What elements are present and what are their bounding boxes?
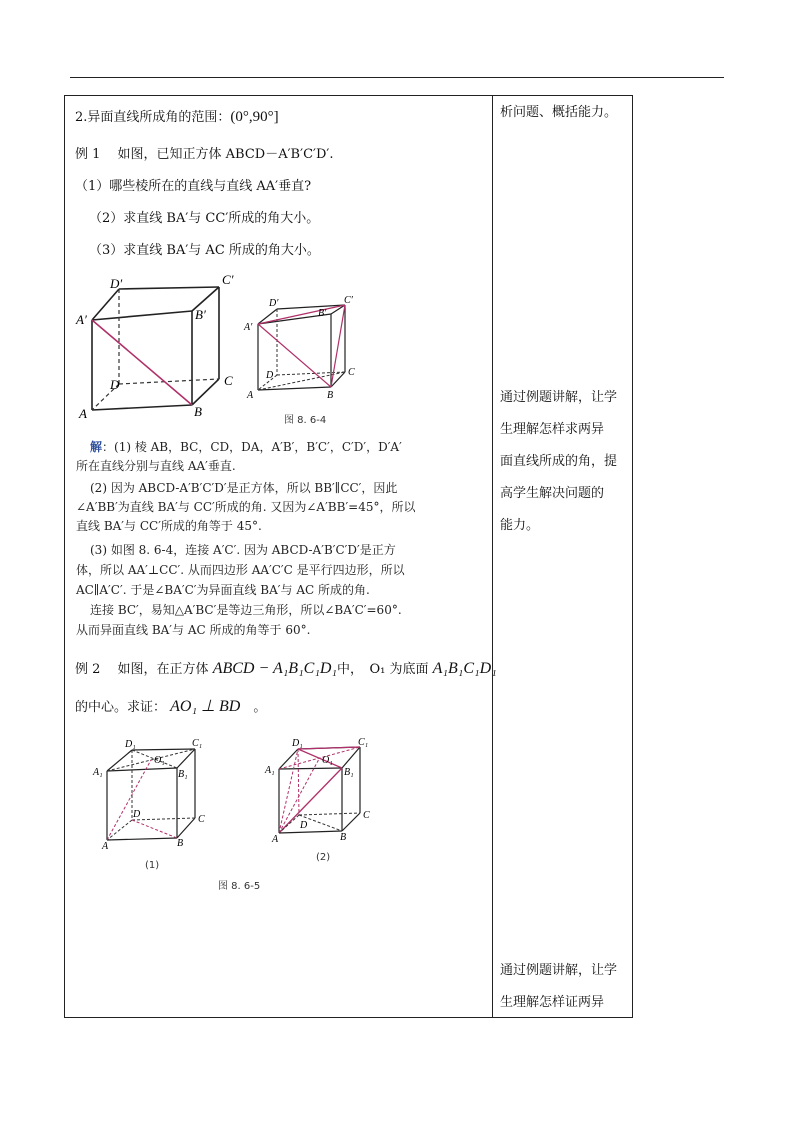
right-note-3-line-1: 通过例题讲解，让学	[500, 963, 618, 978]
right-note-2-line-3: 面直线所成的角，提	[500, 454, 618, 469]
label-Dp: D′	[110, 276, 123, 291]
label-C: C	[224, 373, 233, 388]
label-2a-D: D	[133, 809, 141, 820]
label-A: A	[79, 406, 87, 420]
label-small-D: D	[266, 370, 274, 381]
label-Bp: B′	[195, 307, 206, 322]
label-2a-O1: O₁	[154, 755, 165, 766]
label-2b-A: A	[272, 834, 279, 845]
label-Cp: C′	[222, 272, 234, 287]
figure1-caption: 图 8. 6-4	[284, 415, 327, 426]
right-note-2-line-2: 生理解怎样求两异	[500, 422, 605, 437]
header-rule	[70, 77, 724, 78]
label-D: D	[110, 377, 120, 392]
label-2b-C1: C₁	[358, 737, 369, 748]
right-note-2-line-1: 通过例题讲解，让学	[500, 390, 618, 405]
label-2a-B1: B₁	[178, 769, 188, 780]
solution-line-2: (2) 因为 ABCD-A′B′C′D′是正方体，所以 BB′∥CC′，因此	[90, 481, 398, 495]
label-2b-C: C	[363, 810, 370, 821]
question-1: （1）哪些棱所在的直线与直线 AA′垂直?	[75, 179, 312, 194]
range-label: 2.异面直线所成角的范围：	[75, 110, 231, 125]
right-note-3-line-2: 生理解怎样证两异	[500, 995, 605, 1010]
right-note-2-line-5: 能力。	[500, 518, 540, 533]
label-2b-A1: A₁	[265, 765, 275, 776]
solution-line-2c: 直线 BA′与 CC′所成的角等于 45°.	[76, 519, 262, 533]
label-2a-A1: A₁	[93, 767, 103, 778]
label-2a-C: C	[198, 814, 205, 825]
label-B: B	[194, 404, 202, 419]
right-note-2-line-4: 高学生解决问题的	[500, 486, 605, 501]
label-2b-O1: O₁	[322, 755, 333, 766]
math-perpendicular: AO₁ ⊥ BD	[170, 698, 241, 715]
label-2a-D1: D₁	[125, 739, 136, 750]
example2-line-2: 的中心。求证： AO₁ ⊥ BD 。	[75, 698, 267, 715]
label-2b-B1: B₁	[344, 767, 354, 778]
label-2a-A: A	[102, 841, 109, 851]
example2-line-1: 例 2 如图，在正方体 ABCD − A₁B₁C₁D₁中， O₁ 为底面 A₁B₁C₁D₁	[75, 660, 497, 677]
label-2b-D1: D₁	[292, 738, 303, 749]
cube-figure-2-1	[92, 733, 222, 851]
figure2-sub1: (1)	[145, 860, 160, 871]
solution-line-3: (3) 如图 8. 6-4，连接 A′C′. 因为 ABCD-A′B′C′D′是正方	[90, 543, 396, 557]
question-3: （3）求直线 BA′与 AC 所成的角大小。	[89, 243, 320, 258]
label-small-A: A	[247, 390, 254, 401]
solution-line-2b: ∠A′BB′为直线 BA′与 CC′所成的角. 又因为∠A′BB′=45°，所以	[76, 500, 416, 514]
question-2: （2）求直线 BA′与 CC′所成的角大小。	[89, 211, 320, 226]
math-cube-name: ABCD − A₁B₁C₁D₁	[212, 660, 337, 677]
solution-line-4: 连接 BC′，易知△A′BC′是等边三角形，所以∠BA′C′=60°.	[90, 603, 402, 617]
math-base-face: A₁B₁C₁D₁	[432, 660, 497, 677]
solution-line-1b: 所在直线分别与直线 AA′垂直.	[76, 459, 236, 473]
label-small-B: B	[327, 390, 334, 401]
example1-title: 例 1 如图，已知正方体 ABCD－A′B′C′D′.	[75, 147, 334, 162]
label-small-Ap: A′	[244, 322, 253, 333]
right-note-1: 析问题、概括能力。	[500, 105, 618, 120]
cube-figure-2-2	[262, 733, 392, 845]
range-value: (0°,90°]	[230, 109, 279, 125]
solution-label: 解	[90, 440, 103, 454]
label-small-Bp: B′	[318, 308, 327, 319]
label-small-Cp: C′	[344, 295, 353, 306]
figure2-caption: 图 8. 6-5	[218, 881, 261, 892]
label-2b-D: D	[300, 820, 308, 831]
figure2-sub2: (2)	[316, 852, 331, 863]
label-2a-B: B	[177, 838, 184, 849]
solution-line-3b: 体，所以 AA′⊥CC′. 从而四边形 AA′C′C 是平行四边形，所以	[76, 563, 405, 577]
cube-figure-large	[74, 268, 244, 420]
label-small-C: C	[348, 367, 355, 378]
column-divider	[492, 95, 493, 1018]
range-line	[75, 109, 279, 126]
label-small-Dp: D′	[269, 298, 279, 309]
label-2a-C1: C₁	[192, 738, 203, 749]
label-2b-B: B	[340, 832, 347, 843]
solution-line-3c: AC∥A′C′. 于是∠BA′C′为异面直线 BA′与 AC 所成的角.	[76, 583, 370, 597]
cube-figure-small	[240, 292, 370, 404]
solution-line-1: 解：(1) 棱 AB，BC，CD，DA，A′B′，B′C′，C′D′，D′A′	[90, 440, 402, 454]
label-Ap: A′	[76, 312, 87, 327]
solution-line-4b: 从而异面直线 BA′与 AC 所成的角等于 60°.	[76, 623, 311, 637]
